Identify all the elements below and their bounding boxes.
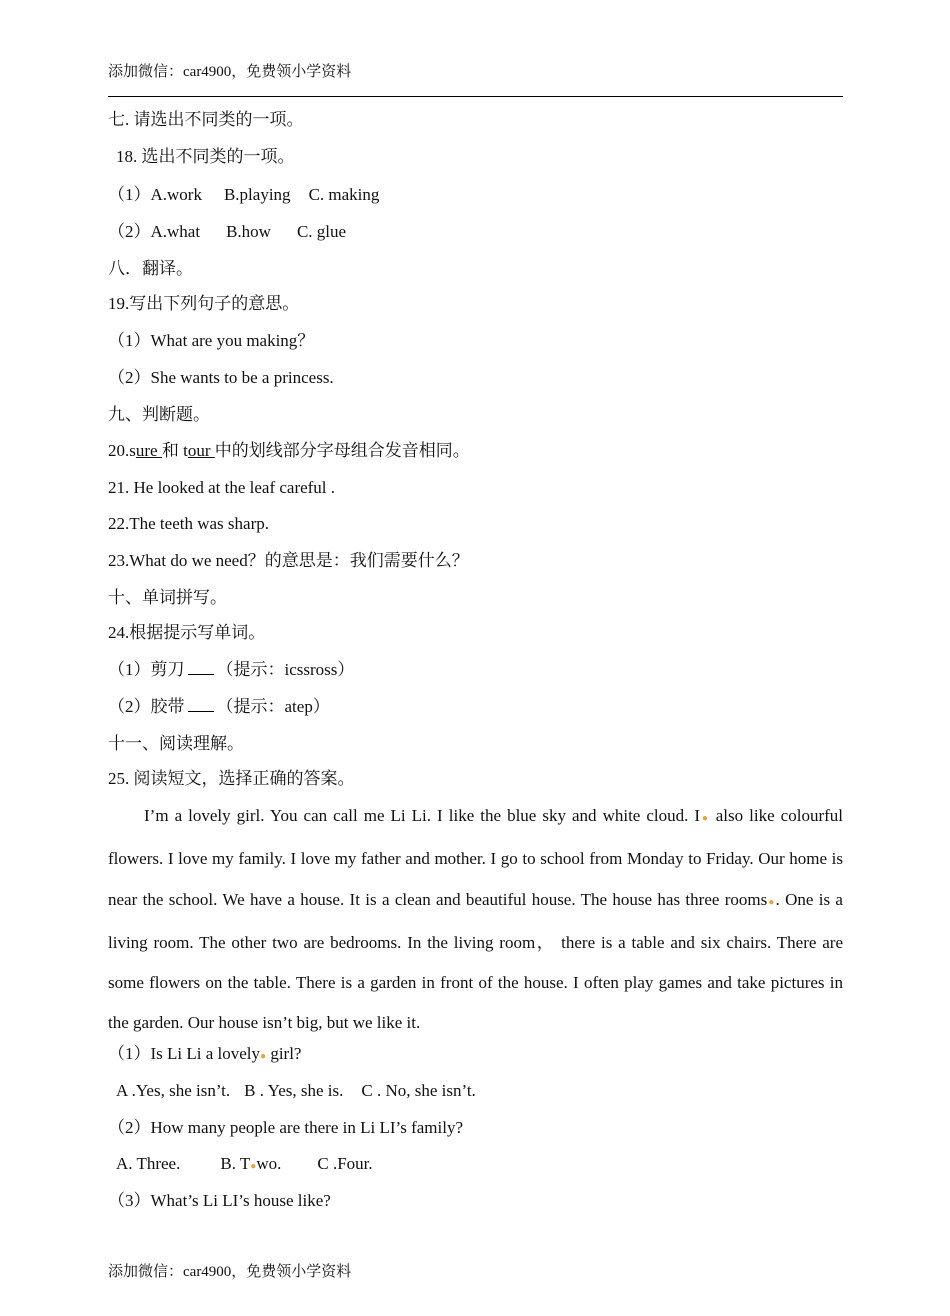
question-19: 19.写出下列句子的意思。 [108, 294, 300, 313]
section-11-title: 十一、阅读理解。 [108, 734, 244, 753]
section-9-title: 九、判断题。 [108, 405, 210, 424]
section-10-title: 十、单词拼写。 [108, 588, 227, 607]
mark-dot-icon: ● [260, 1051, 267, 1062]
reading-question-3: （3）What’s Li LI’s house like? [108, 1191, 331, 1210]
question-20: 20.sure 和 tour 中的划线部分字母组合发音相同。 [108, 441, 470, 460]
reading-question-1-options: A .Yes, she isn’t. B . Yes, she is. C . No, she isn’t. [116, 1081, 476, 1100]
question-24-item-2: （2）胶带 （提示：atep） [108, 697, 330, 716]
reading-question-1: （1）Is Li Li a lovely● girl? [108, 1044, 302, 1063]
question-18: 18. 选出不同类的一项。 [116, 147, 295, 166]
page-header: 添加微信：car4900，免费领小学资料 [108, 64, 352, 80]
mark-dot-icon: ● [250, 1161, 257, 1172]
mark-dot-icon: ● [700, 813, 710, 824]
reading-question-2: （2）How many people are there in Li LI’s family? [108, 1118, 463, 1137]
question-24-item-1: （1）剪刀 （提示：icssross） [108, 660, 355, 679]
question-22: 22.The teeth was sharp. [108, 514, 269, 533]
question-18-item-2: （2）A.what B.how C. glue [108, 222, 347, 241]
section-8-title: 八．翻译。 [108, 259, 193, 278]
question-18-item-1: （1）A.work B.playing C. making [108, 185, 380, 204]
reading-question-2-options: A. Three. B. T●wo. C .Four. [116, 1154, 373, 1173]
section-7-title: 七. 请选出不同类的一项。 [108, 110, 304, 129]
page-footer: 添加微信：car4900，免费领小学资料 [108, 1264, 352, 1280]
question-24: 24.根据提示写单词。 [108, 623, 266, 642]
header-divider [108, 96, 843, 97]
question-25: 25. 阅读短文，选择正确的答案。 [108, 769, 355, 788]
answer-blank[interactable] [188, 697, 214, 712]
question-19-item-2: （2）She wants to be a princess. [108, 368, 334, 387]
question-21: 21. He looked at the leaf careful . [108, 478, 336, 497]
question-23: 23.What do we need？的意思是：我们需要什么？ [108, 551, 469, 570]
question-19-item-1: （1）What are you making？ [108, 331, 315, 350]
answer-blank[interactable] [188, 660, 214, 675]
mark-dot-icon: ● [767, 896, 776, 908]
reading-passage: I’m a lovely girl. You can call me Li Li. I like the blue sky and white cloud. I● also like colourful flowers. I love my family. I love my father and mother. I go to school from Monday to Friday. Our home is near the school. We have a house. It is a clean and beautiful house. The house has three rooms●. One is a living room. The other two are bedrooms. In the living room， there is a table and six chairs. There are some flowers on the table. There is a garden in front of the house. I often play games and take pictures in the garden. Our house isn’t big, but we like it. [108, 806, 844, 1033]
